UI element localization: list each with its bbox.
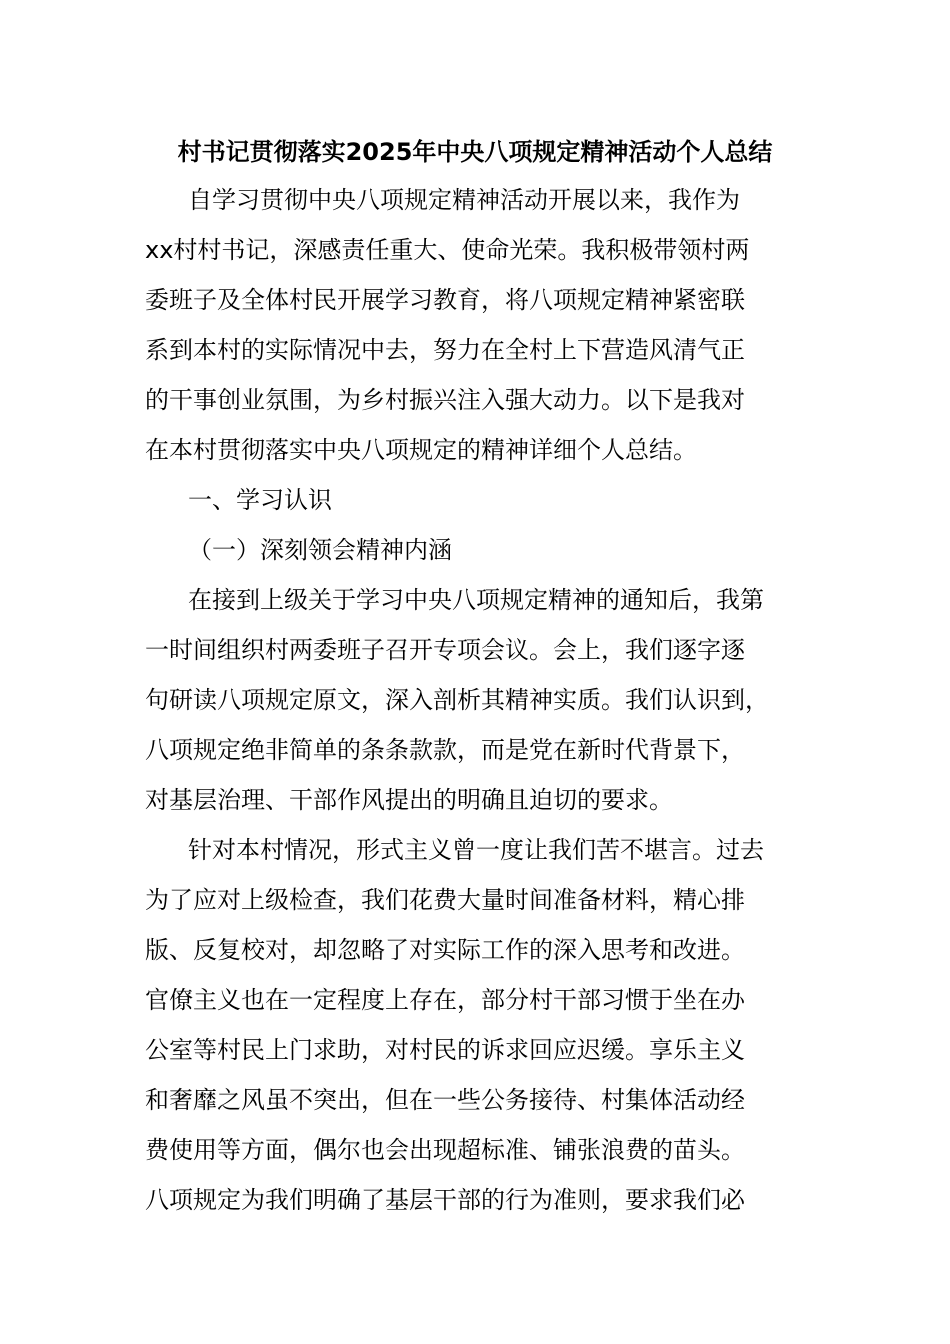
section-heading: 一、学习认识 [188, 486, 332, 514]
paragraph-line: 句研读八项规定原文，深入剖析其精神实质。我们认识到， [145, 686, 769, 714]
subsection-heading: （一）深刻领会精神内涵 [188, 536, 452, 564]
paragraph-line: 的干事创业氛围，为乡村振兴注入强大动力。以下是我对 [145, 386, 745, 414]
paragraph-line: 公室等村民上门求助，对村民的诉求回应迟缓。享乐主义 [145, 1036, 745, 1064]
paragraph-line: 八项规定为我们明确了基层干部的行为准则，要求我们必 [145, 1186, 745, 1214]
paragraph-line: 自学习贯彻中央八项规定精神活动开展以来，我作为 [188, 186, 740, 214]
paragraph-line: 针对本村情况，形式主义曾一度让我们苦不堪言。过去 [188, 836, 764, 864]
paragraph-line: 版、反复校对，却忽略了对实际工作的深入思考和改进。 [145, 936, 745, 964]
document-title: 村书记贯彻落实2025年中央八项规定精神活动个人总结 [177, 138, 773, 166]
paragraph-line: xx村村书记，深感责任重大、使命光荣。我积极带领村两 [145, 236, 750, 264]
paragraph-line: 为了应对上级检查，我们花费大量时间准备材料，精心排 [145, 886, 745, 914]
paragraph-line: 在本村贯彻落实中央八项规定的精神详细个人总结。 [145, 436, 697, 464]
paragraph-line: 系到本村的实际情况中去，努力在全村上下营造风清气正 [145, 336, 745, 364]
paragraph-line: 官僚主义也在一定程度上存在，部分村干部习惯于坐在办 [145, 986, 745, 1014]
paragraph-line: 在接到上级关于学习中央八项规定精神的通知后，我第 [188, 586, 764, 614]
paragraph-line: 八项规定绝非简单的条条款款，而是党在新时代背景下， [145, 736, 745, 764]
paragraph-line: 费使用等方面，偶尔也会出现超标准、铺张浪费的苗头。 [145, 1136, 745, 1164]
paragraph-line: 委班子及全体村民开展学习教育，将八项规定精神紧密联 [145, 286, 745, 314]
paragraph-line: 和奢靡之风虽不突出，但在一些公务接待、村集体活动经 [145, 1086, 745, 1114]
paragraph-line: 一时间组织村两委班子召开专项会议。会上，我们逐字逐 [145, 636, 745, 664]
paragraph-line: 对基层治理、干部作风提出的明确且迫切的要求。 [145, 786, 673, 814]
